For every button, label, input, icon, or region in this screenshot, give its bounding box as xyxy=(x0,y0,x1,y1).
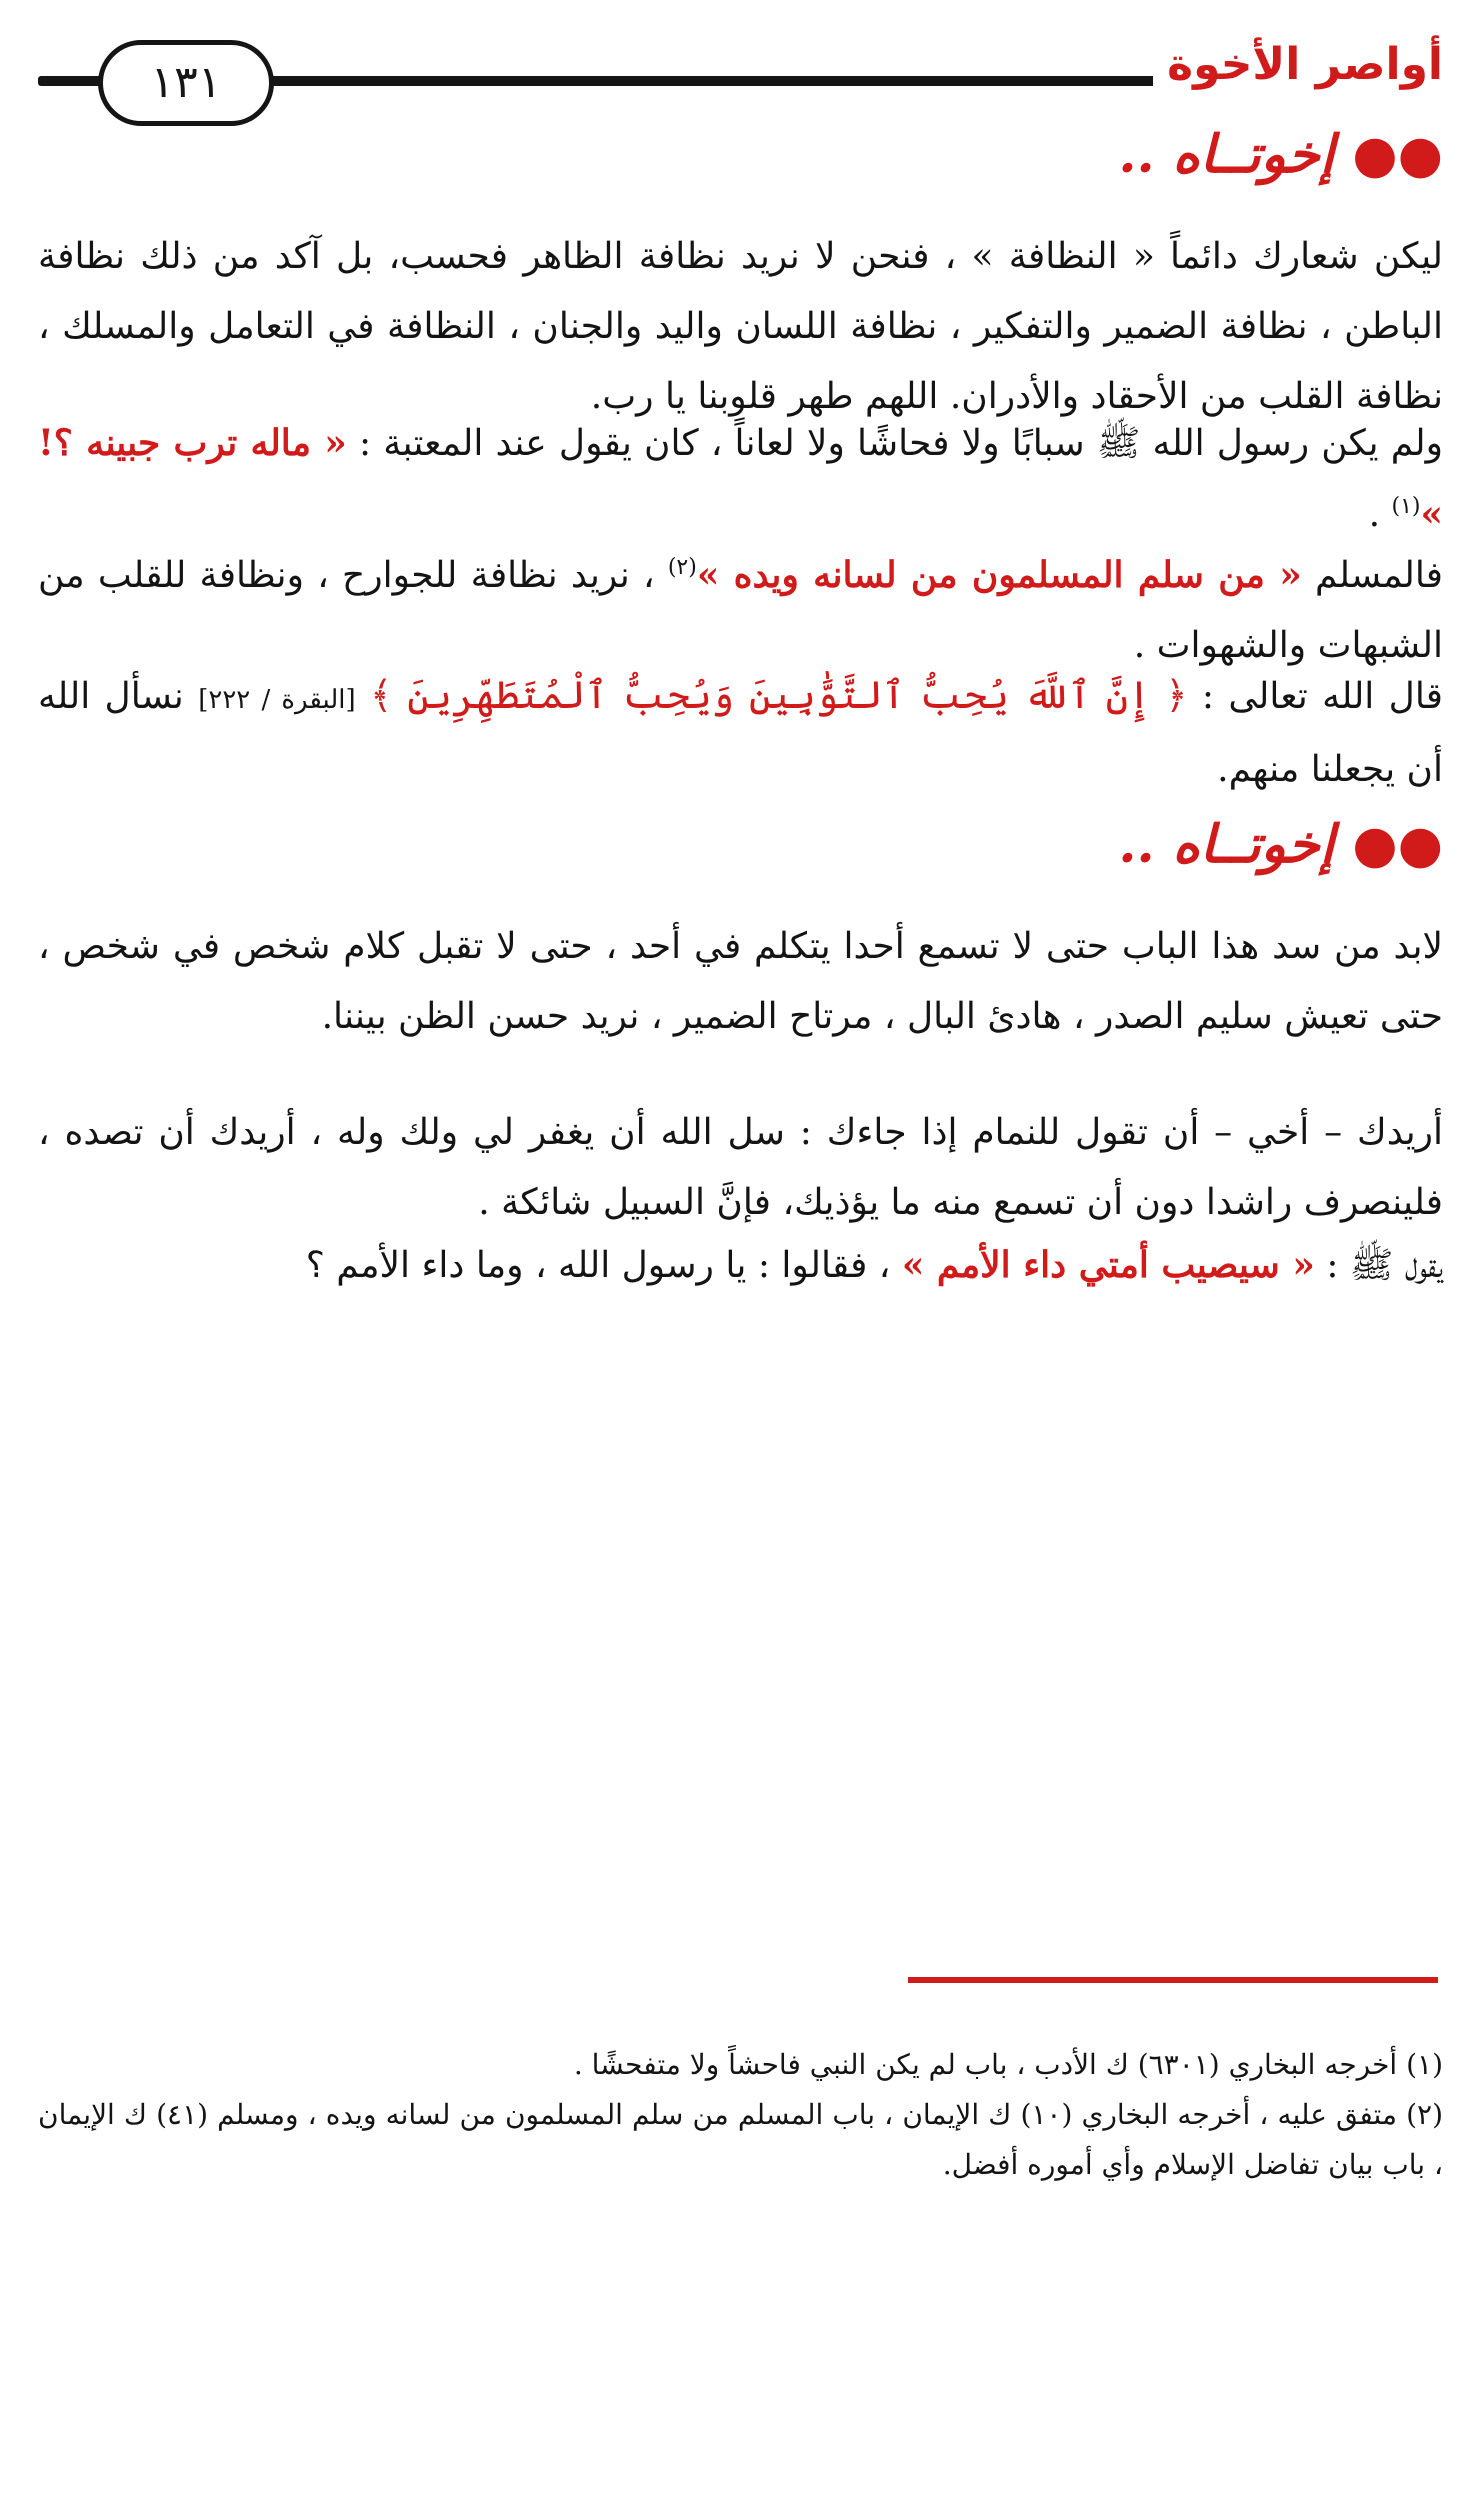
heading-text: إخوتــاه .. xyxy=(1118,124,1335,185)
footnote-ref[interactable]: (٢) xyxy=(667,555,697,580)
footnote-ref[interactable]: (١) xyxy=(1391,494,1421,519)
hadith-quote: « سيصيب أمتي داء الأمم » xyxy=(901,1244,1315,1286)
paragraph-text: ، نريد نظافة للجوارح ، ونظافة للقلب من الشبهات والشهوات . xyxy=(38,555,1443,666)
book-title: أواصر الأخوة xyxy=(1153,30,1443,100)
footnote: (٢) متفق عليه ، أخرجه البخاري (١٠) ك الإيمان ، باب المسلم من سلم المسلمون من لسانه ويده ، ومسلم (٤١) ك الإيمان ، باب بيان تفاضل الإسلام وأي أموره أفضل. xyxy=(38,2098,1444,2181)
paragraph: أريدك – أخي – أن تقول للنمام إذا جاءك : سل الله أن يغفر لي ولك وله ، أريدك أن تصده ، فلينصرف راشدا دون أن تسمع منه ما يؤذيك، فإنَّ السبيل شائكة . xyxy=(38,1112,1443,1223)
paragraph: ليكن شعارك دائماً « النظافة » ، فنحن لا نريد نظافة الظاهر فحسب، بل آكد من ذلك نظافة الباطن ، نظافة الضمير والتفكير ، نظافة اللسان واليد والجنان ، النظافة في التعامل والمسلك ، نظافة القلب من الأحقاد والأدران. اللهم طهر قلوبنا يا رب. xyxy=(38,236,1443,417)
heading-text: إخوتــاه .. xyxy=(1118,814,1335,875)
paragraph-text: فالمسلم xyxy=(1315,555,1443,596)
paragraph: لابد من سد هذا الباب حتى لا تسمع أحدا يتكلم في أحد ، حتى لا تقبل كلام شخص في شخص ، حتى تعيش سليم الصدر ، هادئ البال ، مرتاح الضمير ، نريد حسن الظن بيننا. xyxy=(38,926,1443,1037)
quran-verse: ﴿ إِنَّ ٱللَّهَ يُحِبُّ ٱلتَّوَّٰبِينَ وَيُحِبُّ ٱلْمُتَطَهِّرِينَ ﴾ xyxy=(370,673,1188,717)
footnote-separator xyxy=(908,1977,1438,1983)
section-heading-1 xyxy=(1118,120,1443,190)
page-number: ١٣١ xyxy=(98,40,274,126)
paragraph-text: ، فقالوا : يا رسول الله ، وما داء الأمم ؟ xyxy=(305,1245,891,1286)
section-heading-2 xyxy=(1118,810,1443,880)
paragraph xyxy=(38,1230,1443,1301)
paragraph-text: يقول ﷺ : xyxy=(1326,1245,1443,1286)
paragraph-text: نسأل الله أن يجعلنا منهم. xyxy=(38,676,1443,790)
paragraph-text: ولم يكن رسول الله ﷺ سبابًا ولا فحاشًا ولا لعاناً ، كان يقول عند المعتبة : xyxy=(358,423,1444,464)
hadith-quote: « ماله ترب جبينه ؟! » xyxy=(38,422,1443,535)
paragraph-text: . xyxy=(1368,494,1381,535)
paragraph xyxy=(38,660,1443,805)
verse-citation: [البقرة / ٢٢٢] xyxy=(198,685,356,715)
paragraph xyxy=(38,408,1443,550)
heading-bullet: ●● xyxy=(1352,814,1443,875)
footnote: (١) أخرجه البخاري (٦٣٠١) ك الأدب ، باب لم يكن النبي فاحشاً ولا متفحشًا . xyxy=(573,2048,1443,2081)
paragraph-text: قال الله تعالى : xyxy=(1201,676,1443,717)
hadith-quote: « من سلم المسلمون من لسانه ويده » xyxy=(696,554,1302,596)
heading-bullet: ●● xyxy=(1352,124,1443,185)
